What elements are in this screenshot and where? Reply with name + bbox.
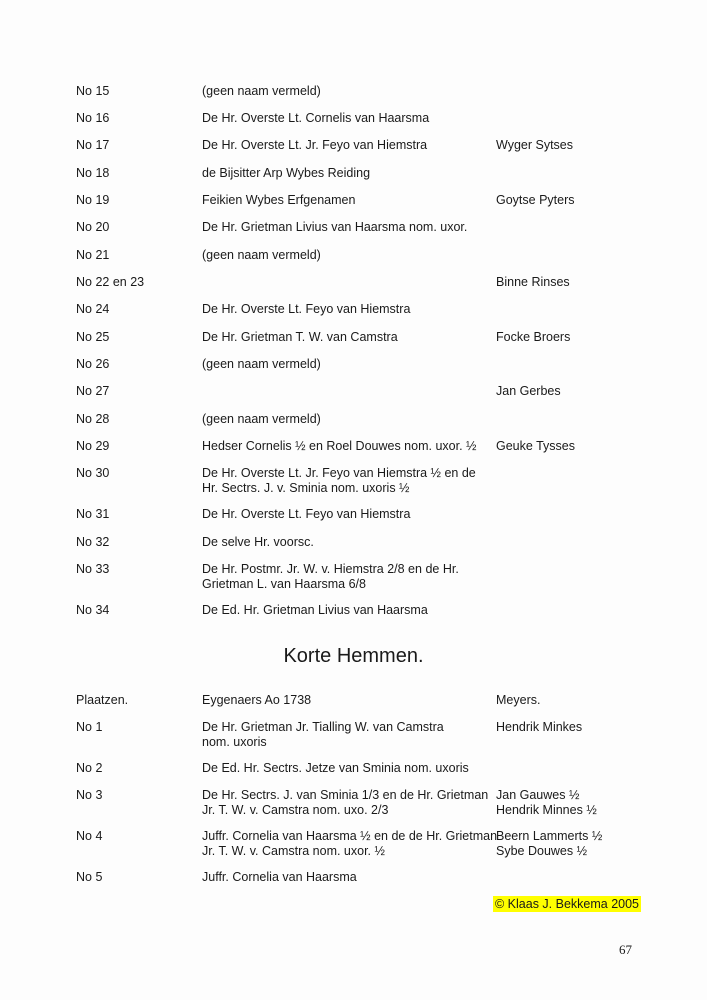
tenant-line: Jan Gauwes ½	[496, 788, 580, 802]
tenant-cell	[496, 693, 686, 708]
plot-number: No 25	[76, 330, 110, 344]
plot-number: No 26	[76, 357, 110, 371]
owner-line: De Hr. Overste Lt. Jr. Feyo van Hiemstra	[202, 138, 428, 152]
owner-cell	[202, 138, 492, 153]
copyright-notice: © Klaas J. Bekkema 2005	[495, 897, 640, 911]
plot-number: No 19	[76, 193, 110, 207]
owner-line: (geen naam vermeld)	[202, 357, 321, 371]
plot-number: No 21	[76, 248, 110, 262]
tenant-cell	[496, 275, 686, 290]
tenant-line: Geuke Tysses	[496, 439, 575, 453]
owner-line: De Ed. Hr. Grietman Livius van Haarsma	[202, 603, 428, 617]
owner-cell	[202, 193, 492, 208]
owner-cell	[202, 870, 492, 885]
plot-number: No 28	[76, 412, 110, 426]
owner-line: De selve Hr. voorsc.	[202, 535, 314, 549]
plot-number: No 31	[76, 507, 110, 521]
owner-line: De Hr. Grietman Livius van Haarsma nom. uxor.	[202, 220, 468, 234]
plot-number: No 1	[76, 720, 103, 734]
tenant-cell	[496, 439, 686, 454]
owner-line: De Hr. Postmr. Jr. W. v. Hiemstra 2/8 en de Hr.	[202, 562, 459, 576]
tenant-cell	[496, 384, 686, 399]
owner-line: nom. uxoris	[202, 735, 267, 749]
owner-cell	[202, 788, 492, 818]
owner-cell	[202, 357, 492, 372]
tenant-line: Hendrik Minnes ½	[496, 803, 597, 817]
plot-number: No 24	[76, 302, 110, 316]
plot-number: Plaatzen.	[76, 693, 129, 707]
page-number: 67	[619, 942, 632, 957]
owner-cell	[202, 439, 492, 454]
plot-number: No 34	[76, 603, 110, 617]
owner-cell	[202, 220, 492, 235]
owner-cell	[202, 829, 498, 859]
owner-line: Feikien Wybes Erfgenamen	[202, 193, 356, 207]
plot-number: No 15	[76, 84, 110, 98]
tenant-line: Goytse Pyters	[496, 193, 575, 207]
owner-cell	[202, 84, 492, 99]
plot-number: No 22 en 23	[76, 275, 145, 289]
owner-line: Eygenaers Ao 1738	[202, 693, 312, 707]
owner-line: Jr. T. W. v. Camstra nom. uxor. ½	[202, 844, 385, 858]
plot-number: No 5	[76, 870, 103, 884]
owner-line: Juffr. Cornelia van Haarsma	[202, 870, 357, 884]
plot-number: No 3	[76, 788, 103, 802]
owner-line: De Hr. Overste Lt. Cornelis van Haarsma	[202, 111, 430, 125]
plot-number: No 33	[76, 562, 110, 576]
plot-number: No 17	[76, 138, 110, 152]
owner-line: (geen naam vermeld)	[202, 248, 321, 262]
plot-number: No 4	[76, 829, 103, 843]
plot-number: No 18	[76, 166, 110, 180]
owner-line: De Hr. Overste Lt. Feyo van Hiemstra	[202, 507, 411, 521]
owner-cell	[202, 111, 492, 126]
owner-line: de Bijsitter Arp Wybes Reiding	[202, 166, 371, 180]
owner-line: Juffr. Cornelia van Haarsma ½ en de de Hr. Grietman	[202, 829, 498, 843]
owner-cell	[202, 761, 492, 776]
tenant-line: Binne Rinses	[496, 275, 570, 289]
tenant-line: Meyers.	[496, 693, 541, 707]
tenant-cell	[496, 829, 686, 859]
tenant-cell	[496, 138, 686, 153]
owner-cell	[202, 302, 492, 317]
plot-number: No 32	[76, 535, 110, 549]
plot-number: No 29	[76, 439, 110, 453]
tenant-cell	[496, 193, 686, 208]
owner-cell	[202, 330, 492, 345]
owner-line: Jr. T. W. v. Camstra nom. uxo. 2/3	[202, 803, 389, 817]
plot-number: No 2	[76, 761, 103, 775]
tenant-cell	[496, 720, 686, 735]
section-heading: Korte Hemmen.	[283, 645, 424, 667]
owner-line: Hr. Sectrs. J. v. Sminia nom. uxoris ½	[202, 481, 410, 495]
owner-line: De Hr. Grietman T. W. van Camstra	[202, 330, 398, 344]
owner-cell	[202, 535, 492, 550]
owner-cell	[202, 412, 492, 427]
owner-line: De Ed. Hr. Sectrs. Jetze van Sminia nom. uxoris	[202, 761, 469, 775]
owner-cell	[202, 562, 492, 592]
plot-number: No 16	[76, 111, 110, 125]
owner-line: De Hr. Overste Lt. Feyo van Hiemstra	[202, 302, 411, 316]
owner-cell	[202, 693, 492, 708]
owner-line: (geen naam vermeld)	[202, 412, 321, 426]
owner-cell	[202, 603, 492, 618]
owner-line: Grietman L. van Haarsma 6/8	[202, 577, 366, 591]
plot-number: No 30	[76, 466, 110, 480]
plot-number: No 27	[76, 384, 110, 398]
tenant-cell	[496, 788, 686, 818]
owner-cell	[202, 720, 492, 750]
tenant-line: Wyger Sytses	[496, 138, 573, 152]
tenant-line: Hendrik Minkes	[496, 720, 583, 734]
owner-cell	[202, 248, 492, 263]
tenant-line: Jan Gerbes	[496, 384, 561, 398]
owner-line: De Hr. Grietman Jr. Tialling W. van Camstra	[202, 720, 444, 734]
owner-line: De Hr. Sectrs. J. van Sminia 1/3 en de Hr. Grietman	[202, 788, 489, 802]
owner-line: De Hr. Overste Lt. Jr. Feyo van Hiemstra ½ en de	[202, 466, 476, 480]
tenant-line: Sybe Douwes ½	[496, 844, 588, 858]
tenant-line: Focke Broers	[496, 330, 571, 344]
owner-line: (geen naam vermeld)	[202, 84, 321, 98]
owner-cell	[202, 166, 492, 181]
owner-cell	[202, 466, 492, 496]
plot-number: No 20	[76, 220, 110, 234]
owner-line: Hedser Cornelis ½ en Roel Douwes nom. uxor. ½	[202, 439, 477, 453]
owner-cell	[202, 507, 492, 522]
tenant-line: Beern Lammerts ½	[496, 829, 603, 843]
tenant-cell	[496, 330, 686, 345]
